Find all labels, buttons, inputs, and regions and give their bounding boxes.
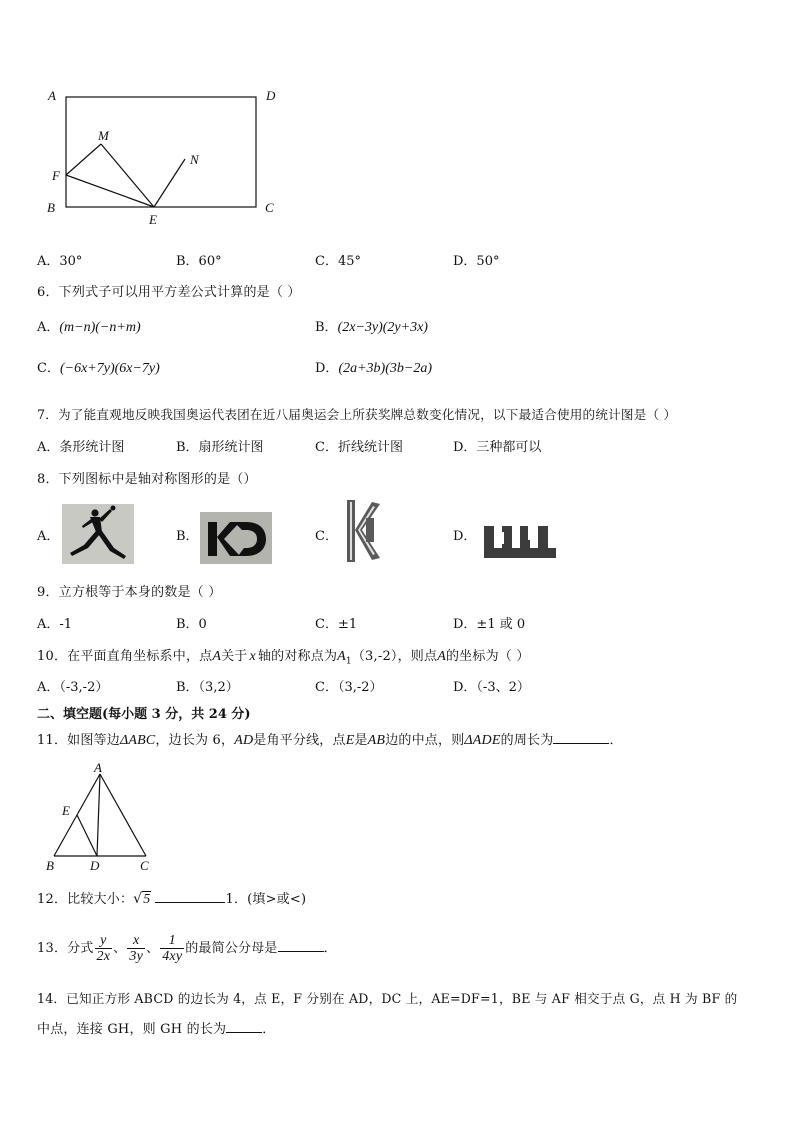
q8-option-c-label[interactable]: C． bbox=[315, 529, 338, 544]
section-fill-in-title: 二、填空题(每小题 3 分，共 24 分) bbox=[37, 707, 251, 722]
q11-text-5: 边的中点，则 bbox=[385, 733, 465, 748]
q14-line-1: 14．已知正方形 ABCD 的边长为 4，点 E，F 分别在 AD，DC 上，AE=DF=1，BE 与 AF 相交于点 G，点 H 为 BF 的 bbox=[37, 991, 738, 1006]
q8-option-b-label[interactable]: B． bbox=[176, 529, 199, 544]
q9-option-a[interactable]: A．-1 bbox=[37, 617, 73, 632]
q13-text-3: ． bbox=[323, 941, 337, 956]
q9-option-d[interactable]: D．±1 或 0 bbox=[453, 617, 526, 632]
q10-option-d[interactable]: D．（-3、2） bbox=[453, 680, 530, 695]
q6-b-label: B． bbox=[315, 320, 338, 335]
q5-option-a[interactable]: A．30° bbox=[37, 254, 83, 269]
q10-point-a1: A bbox=[337, 649, 346, 664]
q10-text-3: 轴的对称点为 bbox=[257, 649, 338, 664]
q7-option-a[interactable]: A．条形统计图 bbox=[37, 440, 125, 455]
jumpman-logo-icon[interactable] bbox=[62, 504, 134, 564]
q11-ab: AB bbox=[367, 733, 386, 748]
q13-text-1: 13．分式 bbox=[37, 941, 94, 956]
q6-a-label: A． bbox=[37, 320, 60, 335]
side-ac bbox=[100, 774, 146, 856]
segment-fm bbox=[66, 144, 101, 175]
q6-option-c[interactable] bbox=[37, 357, 160, 377]
q9-stem: 9．立方根等于本身的数是（ ） bbox=[37, 585, 222, 600]
rectangle-abcd bbox=[66, 97, 256, 207]
label-n: N bbox=[190, 152, 199, 167]
q8-option-d-label[interactable]: D． bbox=[453, 529, 477, 544]
segment-ad bbox=[97, 774, 100, 856]
q12-answer-blank[interactable] bbox=[155, 890, 225, 903]
q14-text-1: 中点，连接 GH，则 GH 的长为 bbox=[37, 1022, 227, 1037]
q10-subscript: 1 bbox=[345, 656, 352, 667]
q13-f1-den: 2x bbox=[96, 949, 111, 964]
q13-sep-1: 、 bbox=[113, 941, 127, 956]
q13-fraction-2 bbox=[127, 933, 145, 964]
q13-fraction-1 bbox=[95, 933, 113, 964]
q6-d-label: D． bbox=[315, 361, 339, 376]
q10-point-a: A bbox=[212, 649, 222, 664]
q7-option-c[interactable]: C．折线统计图 bbox=[315, 440, 403, 455]
q11-text-6: 的周长为 bbox=[500, 733, 554, 748]
q12-text-1: 12．比较大小： bbox=[37, 892, 134, 907]
q10-option-a[interactable]: A．（-3,-2） bbox=[37, 680, 109, 695]
q5-figure bbox=[40, 84, 290, 230]
label-d: D bbox=[90, 858, 100, 873]
q12-stem bbox=[37, 888, 306, 908]
q7-stem: 7．为了能直观地反映我国奥运代表团在近八届奥运会上所获奖牌总数变化情况，以下最适合使用的统计图是（ ） bbox=[37, 407, 677, 422]
q13-f2-num: x bbox=[127, 933, 145, 949]
label-b: B bbox=[47, 200, 55, 215]
q5-option-c[interactable]: C．45° bbox=[315, 254, 361, 269]
q6-c-expr: (−6x+7y)(6x−7y) bbox=[59, 361, 160, 376]
q6-b-expr: (2x−3y)(2y+3x) bbox=[337, 320, 428, 335]
label-e: E bbox=[62, 803, 70, 818]
q5-option-d[interactable]: D．50° bbox=[453, 254, 500, 269]
q13-f3-den: 4xy bbox=[162, 949, 183, 964]
sqrt-symbol: √ bbox=[133, 891, 143, 907]
q11-answer-blank[interactable] bbox=[553, 731, 609, 744]
segment-en bbox=[154, 159, 185, 207]
q9-option-b[interactable]: B．0 bbox=[176, 617, 207, 632]
q14-answer-blank[interactable] bbox=[226, 1020, 262, 1033]
q13-fraction-3 bbox=[160, 933, 184, 964]
q11-stem bbox=[37, 729, 623, 749]
q6-c-label: C． bbox=[37, 361, 60, 376]
label-f: F bbox=[52, 168, 60, 183]
label-c: C bbox=[140, 858, 149, 873]
q10-point-a2: A bbox=[437, 649, 446, 664]
q6-d-expr: (2a+3b)(3b−2a) bbox=[338, 361, 432, 376]
label-d: D bbox=[266, 88, 276, 103]
q10-text-5: 的坐标为（ ） bbox=[445, 649, 530, 664]
q13-answer-blank[interactable] bbox=[278, 939, 324, 952]
q11-text-4: 是 bbox=[354, 733, 368, 748]
label-c: C bbox=[265, 200, 274, 215]
q8-stem: 8．下列图标中是轴对称图形的是（） bbox=[37, 472, 257, 487]
label-m: M bbox=[98, 128, 109, 143]
q6-a-expr: (m−n)(−n+m) bbox=[59, 320, 141, 335]
segment-ed bbox=[77, 815, 97, 856]
q10-option-b[interactable]: B．（3,2） bbox=[176, 680, 239, 695]
q11-triangle: ΔABC bbox=[119, 733, 156, 748]
q11-text-1: 11．如图等边 bbox=[37, 733, 120, 748]
q7-option-d[interactable]: D．三种都可以 bbox=[453, 440, 542, 455]
q11-text-3: 是角平分线，点 bbox=[253, 733, 346, 748]
label-b: B bbox=[46, 858, 54, 873]
q10-axis: x bbox=[249, 649, 256, 664]
q11-figure bbox=[40, 758, 170, 876]
q13-stem bbox=[37, 929, 337, 969]
q12-text-2: 1．(填>或<) bbox=[225, 892, 307, 907]
kyrie-logo-icon[interactable] bbox=[338, 498, 384, 564]
q11-e: E bbox=[345, 733, 355, 748]
q13-f3-num: 1 bbox=[160, 933, 184, 949]
q11-text-2: ，边长为 6， bbox=[155, 733, 235, 748]
q11-text-7: ． bbox=[609, 733, 623, 748]
q11-ad: AD bbox=[234, 733, 254, 748]
q11-ade: ΔADE bbox=[464, 733, 501, 748]
q10-option-c[interactable]: C．（3,-2） bbox=[315, 680, 383, 695]
q13-f2-den: 3y bbox=[129, 949, 143, 964]
kd-logo-icon[interactable] bbox=[200, 512, 272, 564]
q9-option-c[interactable]: C．±1 bbox=[315, 617, 358, 632]
q12-radicand: 5 bbox=[143, 892, 151, 907]
q7-option-b[interactable]: B．扇形统计图 bbox=[176, 440, 264, 455]
q6-stem: 6．下列式子可以用平方差公式计算的是（ ） bbox=[37, 285, 301, 300]
q14-line-2 bbox=[37, 1018, 275, 1037]
q10-text-1: 10．在平面直角坐标系中，点 bbox=[37, 649, 213, 664]
label-a: A bbox=[48, 88, 56, 103]
label-a: A bbox=[94, 760, 102, 775]
q10-text-2: 关于 bbox=[221, 649, 248, 664]
crown-logo-icon[interactable] bbox=[482, 524, 558, 560]
q10-stem bbox=[37, 645, 530, 667]
q6-option-d[interactable] bbox=[315, 357, 432, 377]
q14-text-2: ． bbox=[262, 1022, 276, 1037]
q13-text-2: 的最简公分母是 bbox=[185, 941, 278, 956]
q10-text-4: （3,-2），则点 bbox=[351, 649, 438, 664]
q5-option-b[interactable]: B．60° bbox=[176, 254, 222, 269]
q8-option-a-label[interactable]: A． bbox=[37, 529, 60, 544]
q6-option-a[interactable] bbox=[37, 316, 141, 336]
q13-f1-num: y bbox=[95, 933, 113, 949]
q13-sep-2: 、 bbox=[146, 941, 160, 956]
label-e: E bbox=[149, 212, 157, 227]
q6-option-b[interactable] bbox=[315, 316, 428, 336]
